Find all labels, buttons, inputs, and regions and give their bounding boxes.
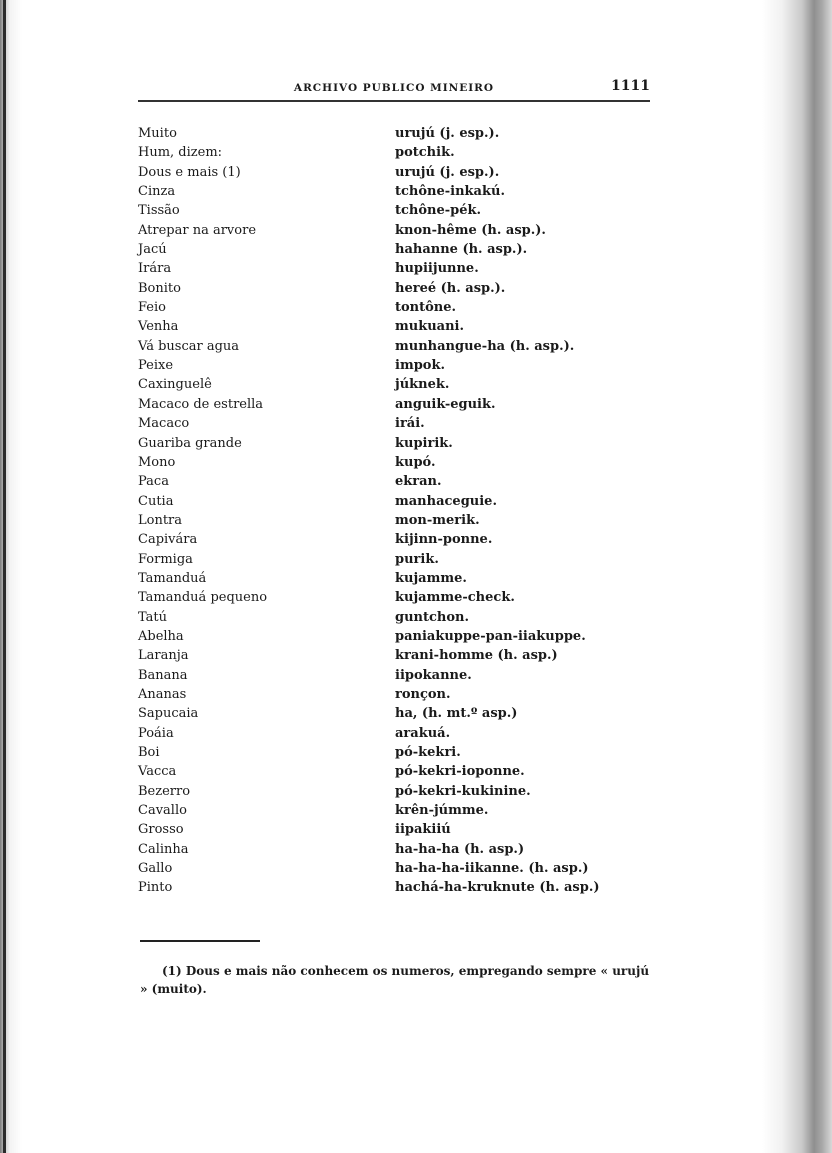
native-word: pó-kekri-kukinine.	[395, 783, 531, 799]
vocab-row	[138, 627, 658, 646]
portuguese-word: Guariba grande	[138, 435, 242, 451]
vocab-row	[138, 279, 658, 298]
native-word: kijinn-ponne.	[395, 532, 493, 548]
vocab-row	[138, 646, 658, 665]
portuguese-word: Poáia	[138, 725, 174, 741]
portuguese-word: Laranja	[138, 648, 189, 664]
native-word: pó-kekri.	[395, 745, 461, 760]
vocab-row	[138, 666, 658, 685]
native-word: kupirik.	[395, 435, 453, 451]
native-word: hahanne (h. asp.).	[395, 242, 528, 258]
portuguese-word: Tissão	[138, 203, 180, 219]
native-word: paniakuppe-pan-iiakuppe.	[395, 628, 586, 644]
portuguese-word: Bonito	[138, 280, 181, 296]
native-word: kujamme.	[395, 570, 467, 586]
vocab-row	[138, 221, 658, 240]
native-word: krên-júmme.	[395, 803, 489, 819]
vocab-row	[138, 240, 658, 259]
vocab-row	[138, 317, 658, 336]
scan-binding-line	[3, 0, 6, 1153]
portuguese-word: Mono	[138, 454, 176, 470]
native-word: urujú (j. esp.).	[395, 164, 500, 180]
native-word: irái.	[395, 416, 425, 432]
portuguese-word: Cinza	[138, 184, 176, 200]
portuguese-word: Dous e mais (1)	[138, 164, 241, 180]
native-word: purik.	[395, 551, 439, 567]
native-word: potchik.	[395, 145, 455, 161]
native-word: hereé (h. asp.).	[395, 280, 506, 296]
portuguese-word: Caxinguelê	[138, 377, 212, 393]
portuguese-word: Formiga	[138, 551, 193, 567]
vocab-row	[138, 337, 658, 356]
portuguese-word: Boi	[138, 745, 160, 760]
vocab-row	[138, 840, 658, 859]
portuguese-word: Tamanduá pequeno	[138, 590, 268, 606]
native-word: iipokanne.	[395, 667, 472, 683]
page-number: 1111	[611, 78, 650, 94]
portuguese-word: Jacú	[138, 242, 167, 258]
vocab-row	[138, 124, 658, 143]
portuguese-word: Macaco	[138, 416, 190, 432]
native-word: ekran.	[395, 474, 442, 490]
native-word: anguik-eguik.	[395, 396, 496, 412]
portuguese-word: Irára	[138, 261, 172, 277]
vocab-row	[138, 801, 658, 820]
portuguese-word: Hum, dizem:	[138, 145, 223, 161]
native-word: ha-ha-ha (h. asp.)	[395, 841, 525, 857]
portuguese-word: Banana	[138, 667, 188, 683]
portuguese-word: Abelha	[138, 628, 184, 644]
portuguese-word: Ananas	[138, 686, 187, 702]
native-word: guntchon.	[395, 609, 470, 625]
footnote-rule	[140, 940, 260, 942]
native-word: iipakiiú	[395, 822, 451, 838]
portuguese-word: Bezerro	[138, 783, 191, 799]
native-word: krani-homme (h. asp.)	[395, 648, 558, 664]
vocabulary-list	[138, 124, 658, 898]
vocab-row	[138, 685, 658, 704]
vocab-row	[138, 375, 658, 394]
vocab-row	[138, 550, 658, 569]
header-rule	[138, 100, 650, 102]
native-word: júknek.	[395, 377, 450, 393]
vocab-row	[138, 511, 658, 530]
vocab-row	[138, 472, 658, 491]
portuguese-word: Atrepar na arvore	[138, 222, 257, 238]
vocab-row	[138, 878, 658, 897]
native-word: hupiijunne.	[395, 261, 479, 277]
native-word: pó-kekri-ioponne.	[395, 764, 525, 780]
vocab-row	[138, 743, 658, 762]
vocab-row	[138, 704, 658, 723]
native-word: mon-merik.	[395, 512, 480, 528]
vocab-row	[138, 434, 658, 453]
vocab-row	[138, 143, 658, 162]
vocab-row	[138, 820, 658, 839]
vocab-row	[138, 182, 658, 201]
vocab-row	[138, 414, 658, 433]
native-word: kujamme-check.	[395, 590, 515, 606]
footnote: (1) Dous e mais não conhecem os numeros, empregando sempre « urujú » (muito).	[140, 964, 650, 996]
portuguese-word: Gallo	[138, 861, 173, 877]
native-word: manhaceguie.	[395, 493, 497, 509]
portuguese-word: Macaco de estrella	[138, 396, 264, 412]
vocab-row	[138, 201, 658, 220]
vocab-row	[138, 163, 658, 182]
portuguese-word: Muito	[138, 126, 177, 141]
portuguese-word: Pinto	[138, 880, 173, 896]
portuguese-word: Vacca	[138, 764, 177, 780]
native-word: ha, (h. mt.º asp.)	[395, 706, 518, 722]
native-word: munhangue-ha (h. asp.).	[395, 338, 575, 354]
vocab-row	[138, 859, 658, 878]
native-word: ronçon.	[395, 686, 451, 702]
portuguese-word: Paca	[138, 474, 169, 490]
vocab-row	[138, 608, 658, 627]
vocab-row	[138, 588, 658, 607]
portuguese-word: Cutia	[138, 493, 174, 509]
vocab-row	[138, 395, 658, 414]
portuguese-word: Cavallo	[138, 803, 187, 819]
native-word: tchône-pék.	[395, 203, 482, 219]
portuguese-word: Tamanduá	[138, 570, 207, 586]
native-word: urujú (j. esp.).	[395, 126, 500, 141]
vocab-row	[138, 724, 658, 743]
portuguese-word: Sapucaia	[138, 706, 199, 722]
vocab-row	[138, 298, 658, 317]
portuguese-word: Tatú	[138, 609, 168, 625]
native-word: impok.	[395, 358, 445, 374]
page-header	[138, 78, 650, 98]
native-word: tontône.	[395, 300, 457, 316]
portuguese-word: Feio	[138, 300, 166, 316]
native-word: mukuani.	[395, 319, 465, 335]
vocab-row	[138, 762, 658, 781]
portuguese-word: Vá buscar agua	[138, 338, 240, 354]
vocab-row	[138, 530, 658, 549]
scan-right-edge	[762, 0, 832, 1153]
native-word: arakuá.	[395, 725, 451, 741]
native-word: knon-hême (h. asp.).	[395, 222, 546, 238]
portuguese-word: Lontra	[138, 512, 183, 528]
portuguese-word: Peixe	[138, 358, 174, 374]
portuguese-word: Venha	[138, 319, 179, 335]
native-word: hachá-ha-kruknute (h. asp.)	[395, 880, 600, 896]
vocab-row	[138, 492, 658, 511]
vocab-row	[138, 259, 658, 278]
vocab-row	[138, 569, 658, 588]
native-word: tchône-inkakú.	[395, 184, 505, 200]
portuguese-word: Capivára	[138, 532, 198, 548]
vocab-row	[138, 453, 658, 472]
portuguese-word: Grosso	[138, 822, 184, 838]
running-title: ARCHIVO PUBLICO MINEIRO	[293, 82, 495, 94]
native-word: kupó.	[395, 454, 436, 470]
portuguese-word: Calinha	[138, 841, 189, 857]
vocab-row	[138, 782, 658, 801]
native-word: ha-ha-ha-iikanne. (h. asp.)	[395, 861, 589, 877]
vocab-row	[138, 356, 658, 375]
